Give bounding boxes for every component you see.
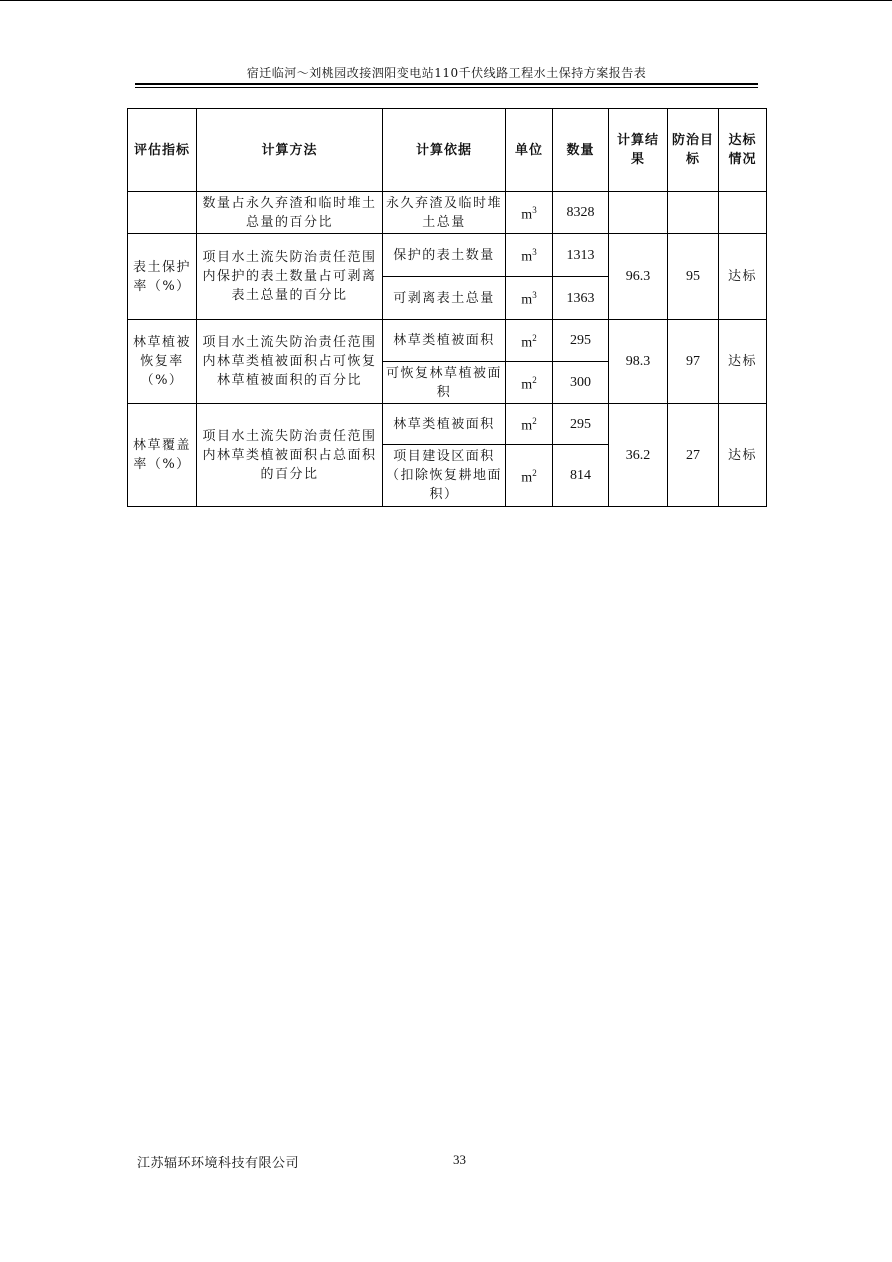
cell-target: 27: [668, 404, 719, 507]
cell-target: 95: [668, 234, 719, 320]
cell-status: 达标: [719, 320, 767, 404]
cell-basis: 林草类植被面积: [383, 320, 506, 362]
header-target: 防治目标: [668, 109, 719, 192]
table-row: [128, 320, 767, 362]
cell-method: 数量占永久弃渣和临时堆土总量的百分比: [197, 192, 383, 234]
cell-indicator: 林草植被恢复率（%）: [128, 320, 197, 404]
cell-quantity: 1313: [553, 234, 609, 277]
cell-target-empty: [668, 192, 719, 234]
cell-method: 项目水土流失防治责任范围内保护的表土数量占可剥离表土总量的百分比: [197, 234, 383, 320]
cell-status: 达标: [719, 234, 767, 320]
header-method: 计算方法: [197, 109, 383, 192]
cell-unit: $m^3$: [506, 234, 553, 277]
cell-quantity: 8328: [553, 192, 609, 234]
cell-method: 项目水土流失防治责任范围内林草类植被面积占可恢复林草植被面积的百分比: [197, 320, 383, 404]
cell-unit: $m^3$: [506, 192, 553, 234]
cell-quantity: 295: [553, 404, 609, 445]
table-row: [128, 234, 767, 277]
header-quantity: 数量: [553, 109, 609, 192]
cell-result-empty: [609, 192, 668, 234]
cell-basis: 可剥离表土总量: [383, 277, 506, 320]
cell-result: 98.3: [609, 320, 668, 404]
cell-basis: 可恢复林草植被面积: [383, 362, 506, 404]
cell-quantity: 1363: [553, 277, 609, 320]
header-status: 达标情况: [719, 109, 767, 192]
top-border-line: [0, 0, 892, 1]
cell-unit: $m^3$: [506, 277, 553, 320]
cell-quantity: 300: [553, 362, 609, 404]
footer-company: 江苏辐环环境科技有限公司: [137, 1156, 300, 1171]
cell-indicator: 林草覆盖率（%）: [128, 404, 197, 507]
cell-result: 96.3: [609, 234, 668, 320]
cell-unit: $m^2$: [506, 320, 553, 362]
cell-indicator-empty: [128, 192, 197, 234]
cell-quantity: 814: [553, 445, 609, 507]
cell-target: 97: [668, 320, 719, 404]
cell-method: 项目水土流失防治责任范围内林草类植被面积占总面积的百分比: [197, 404, 383, 507]
cell-basis: 保护的表土数量: [383, 234, 506, 277]
cell-basis: 林草类植被面积: [383, 404, 506, 445]
page-number: 33: [453, 1152, 466, 1167]
cell-status: 达标: [719, 404, 767, 507]
header-rule-thin: [135, 87, 758, 88]
header-rule-thick: [135, 83, 758, 85]
cell-indicator: 表土保护率（%）: [128, 234, 197, 320]
header-unit: 单位: [506, 109, 553, 192]
header-result: 计算结果: [609, 109, 668, 192]
cell-basis: 永久弃渣及临时堆土总量: [383, 192, 506, 234]
cell-result: 36.2: [609, 404, 668, 507]
cell-basis: 项目建设区面积（扣除恢复耕地面积）: [383, 445, 506, 507]
cell-unit: $m^2$: [506, 404, 553, 445]
header-indicator: 评估指标: [128, 109, 197, 192]
cell-unit: $m^2$: [506, 445, 553, 507]
table-header-row: [128, 109, 767, 192]
cell-unit: $m^2$: [506, 362, 553, 404]
cell-status-empty: [719, 192, 767, 234]
table-row: [128, 404, 767, 445]
page-header: 宿迁临河～刘桃园改接泗阳变电站110千伏线路工程水土保持方案报告表: [246, 66, 647, 80]
header-basis: 计算依据: [383, 109, 506, 192]
table-row-continued: [128, 192, 767, 234]
evaluation-table: [127, 108, 767, 507]
cell-quantity: 295: [553, 320, 609, 362]
